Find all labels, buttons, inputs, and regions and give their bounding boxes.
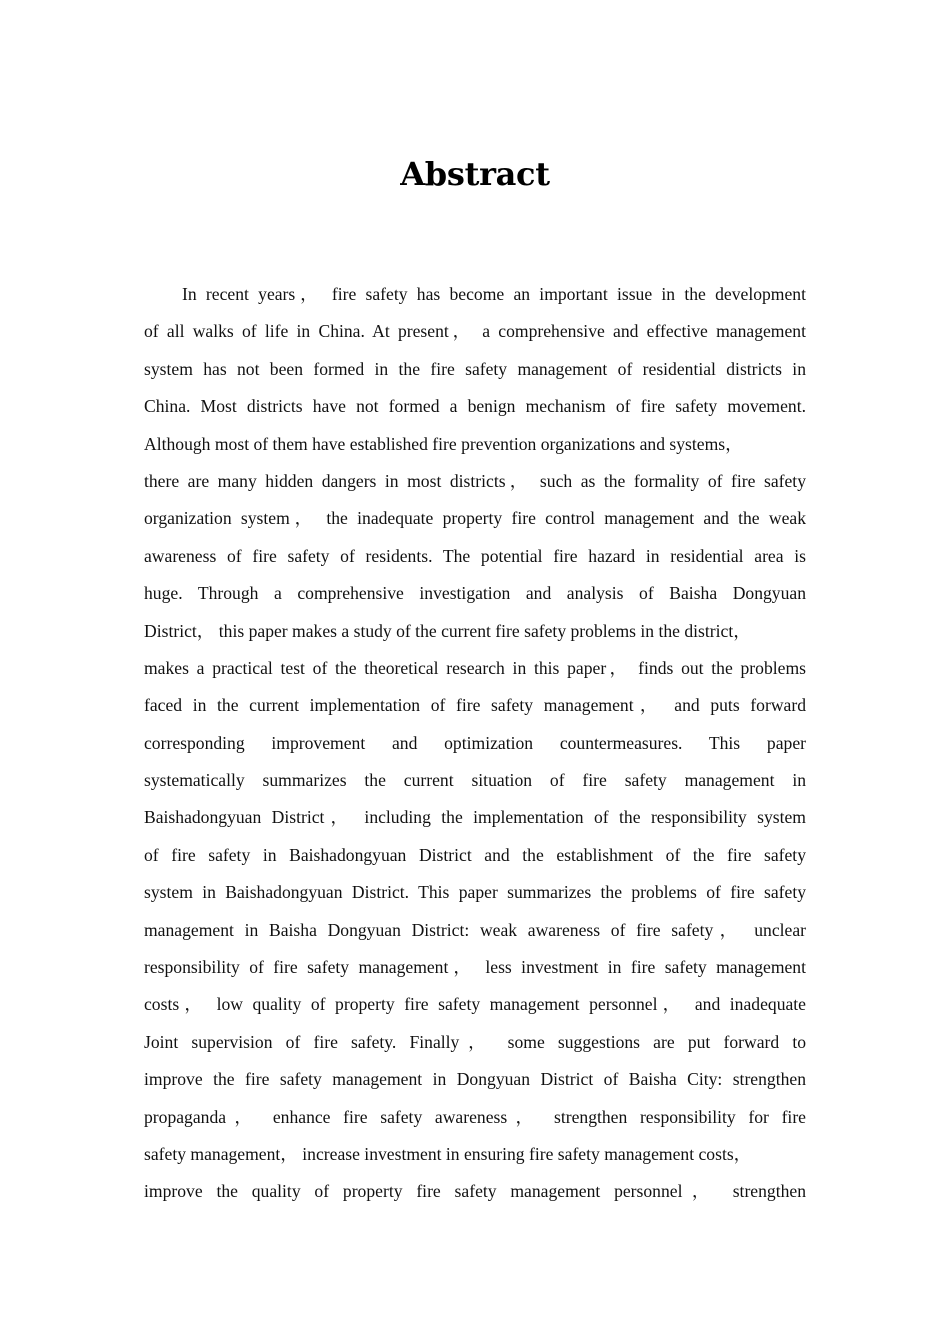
- body-line: Although most of them have established fire prevention organizations and systems，: [144, 433, 743, 454]
- body-line: improve the quality of property fire safety management personnel， strengthen: [144, 1181, 806, 1202]
- body-line: there are many hidden dangers in most districts， such as the formality of fire safety: [144, 470, 806, 491]
- abstract-title: Abstract: [400, 155, 550, 193]
- body-line: Joint supervision of fire safety. Finally， some suggestions are put forward to: [144, 1031, 806, 1052]
- body-line: management in Baisha Dongyuan District: weak awareness of fire safety， unclear: [144, 919, 806, 940]
- body-line: safety management， increase investment in ensuring fire safety management costs，: [144, 1143, 752, 1164]
- body-line: of all walks of life in China. At present， a comprehensive and effective management: [144, 321, 806, 342]
- body-line: In recent years， fire safety has become an important issue in the development: [182, 284, 806, 304]
- body-line: responsibility of fire safety management， less investment in fire safety management: [144, 957, 806, 978]
- body-line: system in Baishadongyuan District. This paper summarizes the problems of fire safety: [144, 882, 806, 903]
- body-line: improve the fire safety management in Dongyuan District of Baisha City: strengthen: [144, 1069, 806, 1090]
- body-line: of fire safety in Baishadongyuan District and the establishment of the fire safety: [144, 844, 806, 865]
- body-line: costs， low quality of property fire safety management personnel， and inadequate: [144, 994, 806, 1015]
- body-line: Baishadongyuan District， including the implementation of the responsibility system: [144, 807, 806, 828]
- body-line: systematically summarizes the current situation of fire safety management in: [144, 770, 806, 791]
- body-line: corresponding improvement and optimization countermeasures. This paper: [144, 732, 806, 753]
- body-line: organization system， the inadequate property fire control management and the weak: [144, 508, 806, 529]
- body-line: huge. Through a comprehensive investigation and analysis of Baisha Dongyuan: [144, 583, 806, 604]
- body-line: system has not been formed in the fire safety management of residential districts in: [144, 358, 806, 379]
- body-line: awareness of fire safety of residents. The potential fire hazard in residential area is: [144, 545, 806, 566]
- abstract-body: [144, 280, 806, 1215]
- body-line: faced in the current implementation of fire safety management， and puts forward: [144, 695, 806, 716]
- body-line: propaganda， enhance fire safety awareness， strengthen responsibility for fire: [144, 1106, 806, 1127]
- body-line: China. Most districts have not formed a benign mechanism of fire safety movement.: [144, 396, 806, 417]
- body-line: District， this paper makes a study of the current fire safety problems in the district，: [144, 620, 751, 641]
- body-line: makes a practical test of the theoretical research in this paper， finds out the problems: [144, 657, 806, 678]
